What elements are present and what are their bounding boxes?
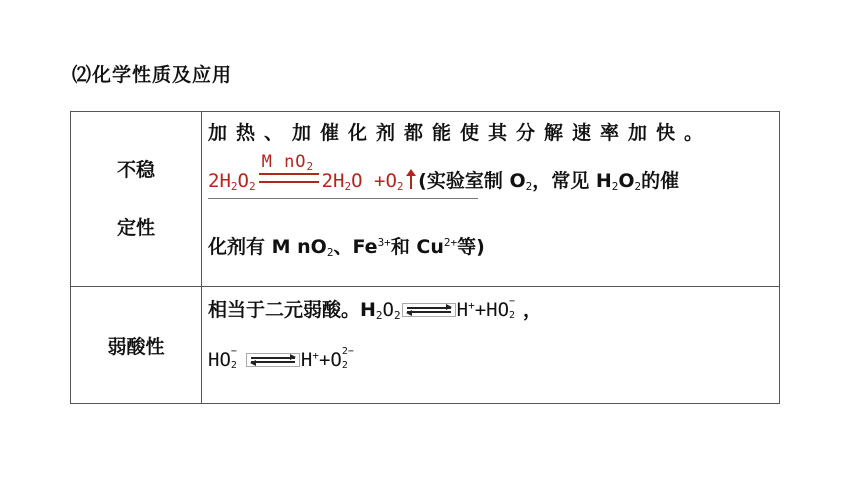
label-acidity: 弱酸性 xyxy=(107,335,165,358)
decomposition-line xyxy=(208,152,680,193)
label-line-2: 定性 xyxy=(116,217,155,239)
lab-note: (实验室制 $O_2$，常见 $H_2O_2$的催 xyxy=(418,170,680,193)
content-cell-instability xyxy=(202,112,780,287)
label-cell-instability xyxy=(71,112,202,287)
catalyst-condition: M $nO_2$ xyxy=(256,170,322,192)
section-heading: ⑵化学性质及应用 xyxy=(72,64,233,86)
properties-table xyxy=(70,111,780,404)
decomposition-equation: $2H_2O_2$ M $nO_2$ $2H_2O +O_2$ xyxy=(208,170,412,193)
catalyst-line: 化剂有 M $nO_2$、$Fe^{3+}$和 $Cu^{2+}$等) xyxy=(208,236,485,259)
equals-sign-icon xyxy=(259,173,319,183)
table-row-instability xyxy=(71,112,780,287)
gas-up-arrow-icon xyxy=(410,173,412,189)
second-ionization-line: HO − 2 H++O 2− 2 xyxy=(208,346,354,371)
table-row-acidity xyxy=(71,287,780,404)
first-ionization-line: 相当于二元弱酸。$H_2O_2$ H++HO − 2 ， xyxy=(208,296,543,322)
instability-text: 加热、加催化剂都能使其分解速率加快。 xyxy=(208,122,713,144)
underline-rule xyxy=(208,198,478,199)
reversible-arrow-icon xyxy=(402,303,456,317)
content-cell-acidity xyxy=(202,287,780,404)
label-line-1: 不稳 xyxy=(116,159,155,181)
label-cell-acidity xyxy=(71,287,202,404)
reversible-arrow-icon xyxy=(246,353,300,367)
